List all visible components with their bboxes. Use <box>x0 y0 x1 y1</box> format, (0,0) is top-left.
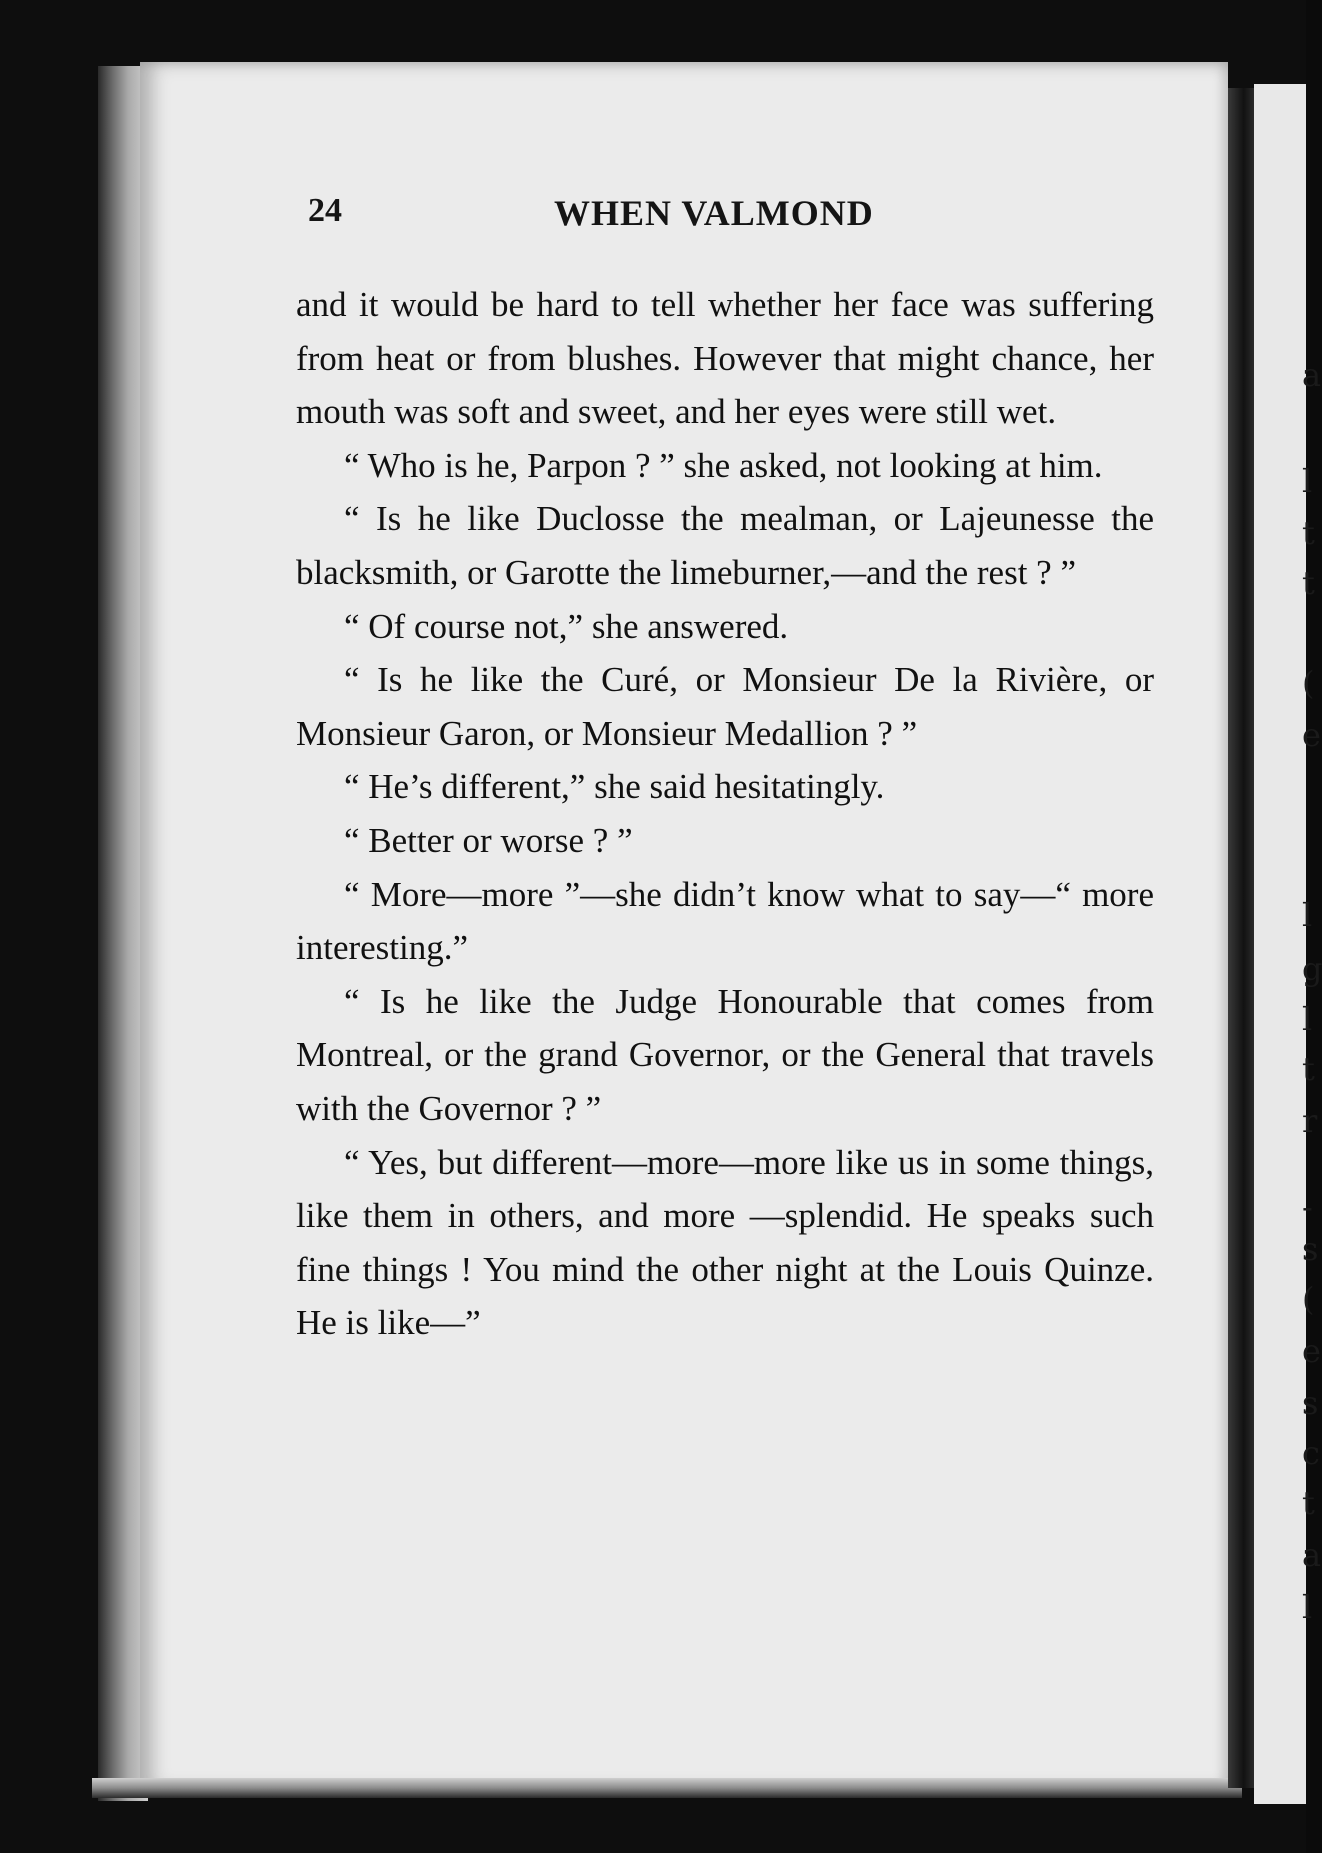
page-bottom-edge <box>92 1778 1242 1798</box>
next-page-fragment: l <box>1302 462 1313 500</box>
paragraph: “ Is he like Duclosse the mealman, or Lajeunesse the blacksmith, or Garotte the limeburner,—and the rest ? ” <box>296 499 1154 592</box>
next-page-fragment: l <box>1302 1000 1313 1038</box>
paragraph: “ Is he like the Judge Honourable that comes from Montreal, or the grand Governor, or the General that travels with the Governor ? ” <box>296 981 1154 1128</box>
next-page-fragment: t <box>1302 564 1315 602</box>
next-page-fragment: l <box>1302 1588 1313 1626</box>
next-page-fragment: t <box>1302 1484 1315 1522</box>
next-page-fragment: ( <box>1302 1280 1315 1318</box>
next-page-fragment: t <box>1302 514 1315 552</box>
paragraph: “ He’s different,” she said hesitatingly. <box>344 767 885 807</box>
next-page-fragment: ( <box>1302 664 1315 702</box>
book-title: WHEN VALMOND <box>554 193 874 233</box>
next-page-edge <box>1254 84 1322 1804</box>
next-page-fragment: - <box>1302 1188 1313 1226</box>
page-number: 24 <box>308 192 342 229</box>
body-text <box>296 278 1154 1350</box>
next-page-fragment: t <box>1302 1050 1315 1088</box>
paragraph: “ Who is he, Parpon ? ” she asked, not looking at him. <box>344 445 1103 485</box>
next-page-fragment: a <box>1302 356 1322 394</box>
next-page-fragment: r <box>1302 1102 1318 1140</box>
next-page-fragment: c <box>1302 1434 1320 1472</box>
paragraph: “ Better or worse ? ” <box>344 820 633 860</box>
next-page-fragment: g <box>1302 950 1322 988</box>
next-page-fragment: s <box>1302 1384 1319 1422</box>
paragraph: “ Of course not,” she answered. <box>344 606 789 646</box>
paragraph: “ Is he like the Curé, or Monsieur De la Rivière, or Monsieur Garon, or Monsieur Medallion ? ” <box>296 660 1154 753</box>
next-page-fragment: e <box>1302 716 1321 754</box>
paragraph: “ More—more ”—she didn’t know what to say—“ more interesting.” <box>296 874 1154 968</box>
next-page-fragment: l <box>1302 896 1313 934</box>
running-head <box>308 192 928 242</box>
next-page-fragment: e <box>1302 1332 1321 1370</box>
book-gutter <box>1228 88 1254 1788</box>
next-page-fragment: a <box>1302 1536 1322 1574</box>
next-page-fragment: s <box>1302 1230 1319 1268</box>
paragraph: “ Yes, but different—more—more like us in some things, like them in others, and more —splendid. He speaks such fine things ! You mind the other night at the Louis Quinze. He is like—” <box>296 1142 1154 1343</box>
paragraph: and it would be hard to tell whether her face was suffering from heat or from blushes. However that might chance, her mouth was soft and sweet, and her eyes were still wet. <box>296 285 1154 432</box>
